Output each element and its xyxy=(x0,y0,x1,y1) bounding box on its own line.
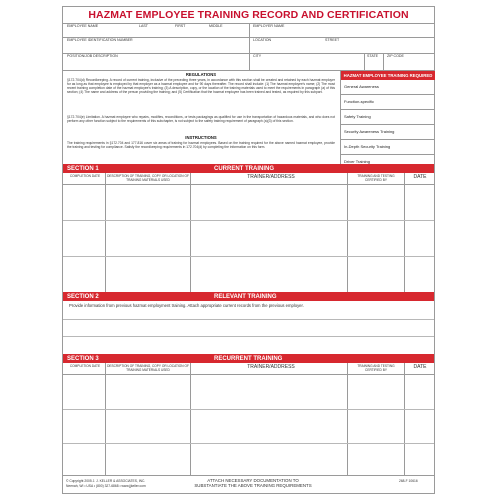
training-record-form xyxy=(62,6,435,494)
training-item-indepth-security[interactable]: In-Depth Security Training xyxy=(341,140,435,155)
s3-col-line-3 xyxy=(347,363,348,475)
footer-form-number: 268-F 10616 xyxy=(399,479,418,483)
employee-name-field[interactable]: EMPLOYEE NAME xyxy=(67,24,99,28)
instructions-title: INSTRUCTIONS xyxy=(185,135,217,140)
s1-col-date2: DATE xyxy=(413,174,427,180)
section-3-number: SECTION 3 xyxy=(67,355,99,362)
employer-name-field[interactable]: EMPLOYER NAME xyxy=(253,24,285,28)
section-2-text: Provide information from previous hazmat employment training. Attach appropriate current records from the previous employer. xyxy=(69,303,304,308)
street-label: STREET xyxy=(325,38,340,42)
training-item-driver[interactable]: Driver Training xyxy=(344,159,371,164)
regulations-title: REGULATIONS xyxy=(185,72,217,77)
s1-col-line-3 xyxy=(347,173,348,292)
s3-row-line xyxy=(63,409,434,410)
s1-col-line-4 xyxy=(404,173,405,292)
footer-rule xyxy=(63,475,434,476)
s1-row-line xyxy=(63,220,434,221)
section-1-number: SECTION 1 xyxy=(67,165,99,172)
training-required-header: HAZMAT EMPLOYEE TRAINING REQUIRED xyxy=(341,71,435,80)
s3-col-date: COMPLETION DATE xyxy=(69,364,101,368)
section-1-name: CURRENT TRAINING xyxy=(214,165,274,172)
section-2-bar xyxy=(63,292,434,301)
s3-col-trainer: TRAINER/ADDRESS xyxy=(247,364,295,370)
s3-col-cert: TRAINING AND TESTING CERTIFIED BY xyxy=(357,364,395,372)
regulations-text-2: §172.704(e) Limitation. A hazmat employee who repairs, modifies, reconditions, or tests packagings as qualified for use in the transportation of hazardous materials, and who does not perform any other function subject to the requirements of this subchapter, is not subject to the safety training requirement of paragraph (a)(3) of this section. xyxy=(67,115,335,124)
s3-header-rule xyxy=(63,374,434,375)
s3-col-line-4 xyxy=(404,363,405,475)
section-3-bar xyxy=(63,354,434,363)
zip-divider xyxy=(383,53,384,70)
section-2-number: SECTION 2 xyxy=(67,293,99,300)
location-field[interactable]: LOCATION xyxy=(253,38,272,42)
training-item-safety[interactable]: Safety Training xyxy=(341,110,435,125)
middle-label: MIDDLE xyxy=(209,24,223,28)
training-item-general[interactable]: General Awareness xyxy=(341,80,435,95)
s1-col-desc: DESCRIPTION OF TRAINING, COPY OR LOCATION OF TRAINING MATERIALS USED xyxy=(107,174,189,182)
s3-col-line-1 xyxy=(105,363,106,475)
first-label: FIRST xyxy=(175,24,186,28)
footer-address: Neenah, WI • USA • (800) 327-6868 • www.jjkeller.com xyxy=(66,484,146,488)
state-field[interactable]: STATE xyxy=(367,54,379,58)
s1-header-rule xyxy=(63,184,434,185)
form-title: HAZMAT EMPLOYEE TRAINING RECORD AND CERTIFICATION xyxy=(88,9,409,21)
state-divider xyxy=(364,53,365,70)
position-field[interactable]: POSITION/JOB DESCRIPTION xyxy=(67,54,118,58)
footer-attach-line-2: SUBSTANTIATE THE ABOVE TRAINING REQUIREMENTS xyxy=(194,483,312,488)
instructions-text: The training requirements in §172.704 and 177.816 cover six areas of training for hazmat employees. Based on the training required for the above named hazmat employee, provide the training and testing for compliance. Satisfy the recordkeeping requirements in 172.704(d) by completing the information on this form. xyxy=(67,141,335,150)
s1-col-trainer: TRAINER/ADDRESS xyxy=(247,174,295,180)
section-2-name: RELEVANT TRAINING xyxy=(214,293,277,300)
s1-col-line-2 xyxy=(190,173,191,292)
s1-row-line xyxy=(63,256,434,257)
training-item-security-awareness[interactable]: Security Awareness Training xyxy=(341,125,435,140)
s3-col-desc: DESCRIPTION OF TRAINING, COPY OR LOCATION OF TRAINING MATERIALS USED xyxy=(107,364,189,372)
section-1-bar xyxy=(63,164,434,173)
last-label: LAST xyxy=(139,24,148,28)
footer-attach-line-1: ATTACH NECESSARY DOCUMENTATION TO xyxy=(207,478,299,483)
s1-col-line-1 xyxy=(105,173,106,292)
employee-id-field[interactable]: EMPLOYEE IDENTIFICATION NUMBER xyxy=(67,38,133,42)
s2-row-line xyxy=(63,319,434,320)
section-3-name: RECURRENT TRAINING xyxy=(214,355,283,362)
footer-copyright: © Copyright 2005 J. J. KELLER & ASSOCIATES, INC. xyxy=(66,479,146,483)
s3-col-date2: DATE xyxy=(413,364,427,370)
regulations-text-1: §172.704(d) Recordkeeping. A record of current training, inclusive of the preceding three years, in accordance with this section shall be created and retained by each hazmat employer for as long as that employee is employed by that employer as a hazmat employee and for 90 days thereafter. The record shall include: (1) The hazmat employee's name; (2) The most recent training completion date of the hazmat employee's training; (3) A description, copy, or the location of the training materials used to meet the requirements in paragraph (a) of this section; (4) The name and address of the person providing the training; and (5) Certification that the hazmat employee has been trained and tested, as required by this subpart. xyxy=(67,78,335,95)
header-divider xyxy=(249,23,250,70)
city-field[interactable]: CITY xyxy=(253,54,262,58)
training-required-box xyxy=(341,71,435,169)
s1-col-date: COMPLETION DATE xyxy=(69,174,101,178)
training-item-function[interactable]: Function-specific xyxy=(341,95,435,110)
s1-col-cert: TRAINING AND TESTING CERTIFIED BY xyxy=(357,174,395,182)
s3-col-line-2 xyxy=(190,363,191,475)
zip-field[interactable]: ZIP CODE xyxy=(387,54,404,58)
s3-row-line xyxy=(63,443,434,444)
s2-row-line xyxy=(63,336,434,337)
